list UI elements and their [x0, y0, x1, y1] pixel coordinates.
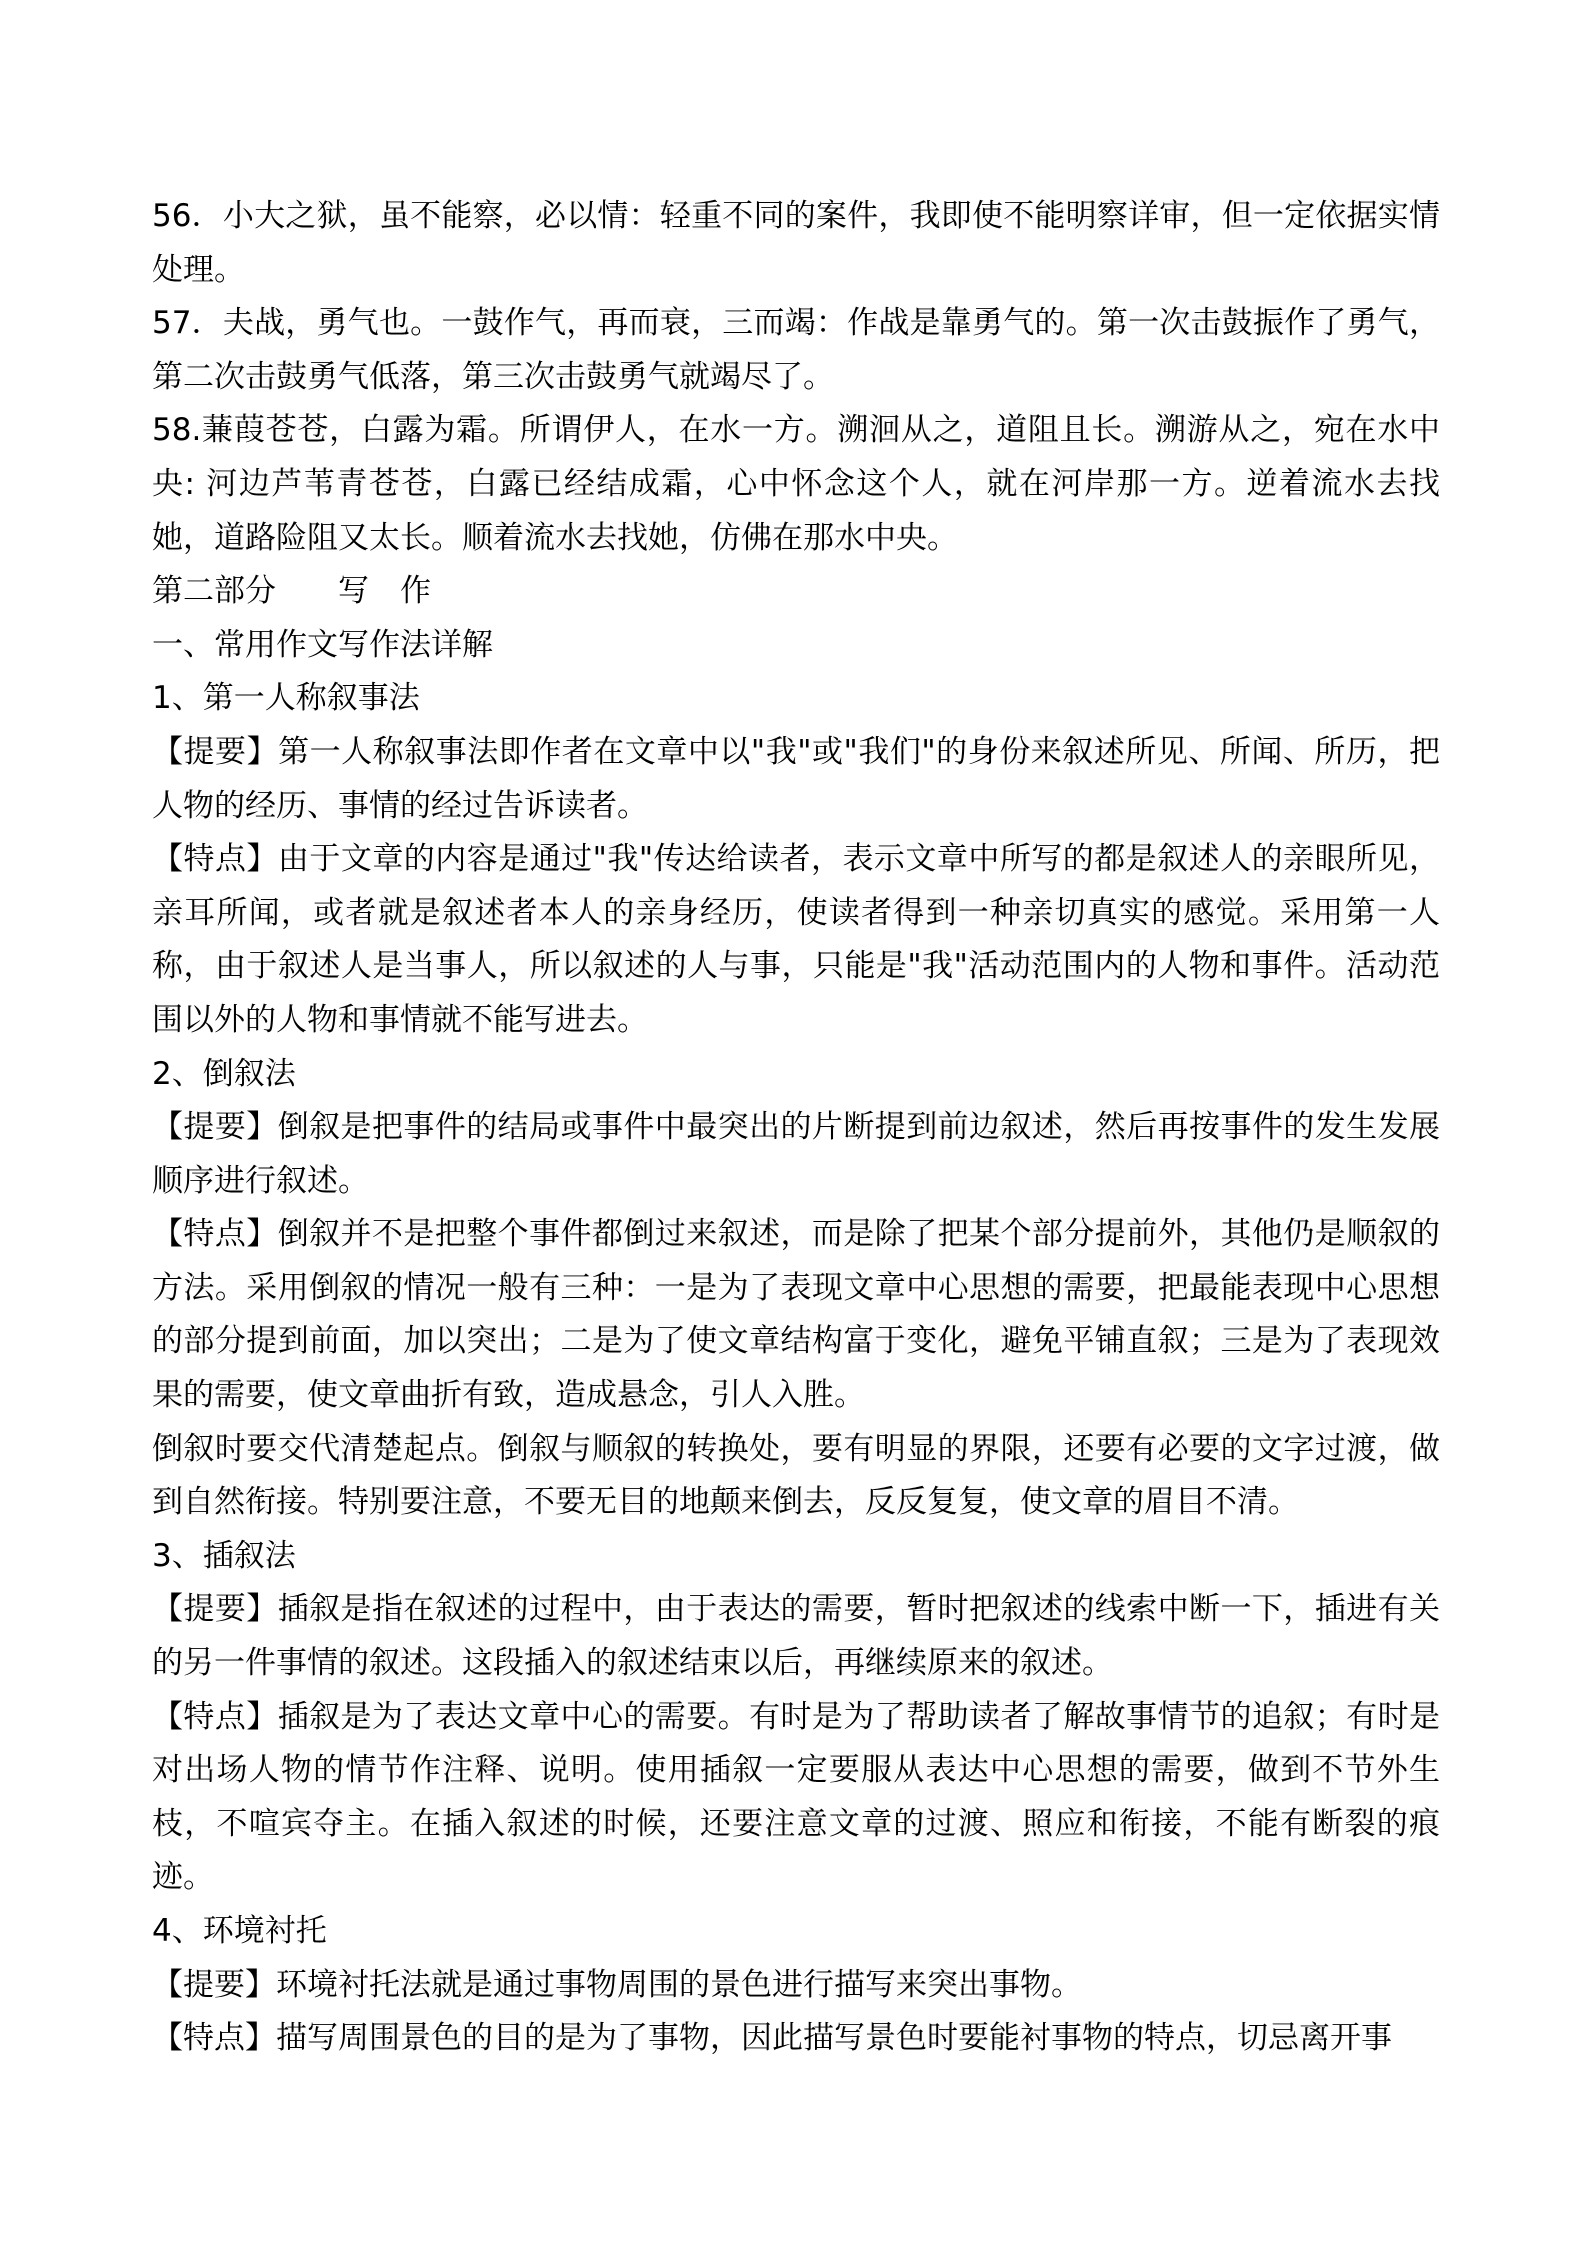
subheading-interpolation: 3、插叙法: [152, 1537, 296, 1574]
section-heading: 一、常用作文写作法详解: [152, 626, 493, 663]
paragraph-interpolation-features: 【特点】插叙是为了表达文章中心的需要。有时是为了帮助读者了解故事情节的追叙；有时是对出场人物的情节作注释、说明。使用插叙一定要服从表达中心思想的需要，做到不节外生枝，不喧宾夺主。在插入叙述的时候，还要注意文章的过渡、照应和衔接，不能有断裂的痕迹。: [152, 1698, 1440, 1896]
document-page: [152, 190, 1440, 2066]
part-title: 第二部分 写 作: [152, 573, 431, 610]
paragraph-flashback-notes: 倒叙时要交代清楚起点。倒叙与顺叙的转换处，要有明显的界限，还要有必要的文字过渡，做到自然衔接。特别要注意，不要无目的地颠来倒去，反反复复，使文章的眉目不清。: [152, 1430, 1440, 1521]
paragraph-quote-58: 58.蒹葭苍苍，白露为霜。所谓伊人，在水一方。溯洄从之，道阻且长。溯游从之，宛在水中央: 河边芦苇青苍苍，白露已经结成霜，心中怀念这个人，就在河岸那一方。逆着流水去找她，道路险阻又太长。顺着流水去找她，仿佛在那水中央。: [152, 412, 1440, 556]
subheading-first-person: 1、第一人称叙事法: [152, 680, 420, 717]
paragraph-flashback-features: 【特点】倒叙并不是把整个事件都倒过来叙述，而是除了把某个部分提前外，其他仍是顺叙的方法。采用倒叙的情况一般有三种：一是为了表现文章中心思想的需要，把最能表现中心思想的部分提到前面，加以突出；二是为了使文章结构富于变化，避免平铺直叙；三是为了表现效果的需要，使文章曲折有致，造成悬念，引人入胜。: [152, 1216, 1440, 1414]
subheading-environment: 4、环境衬托: [152, 1913, 327, 1949]
paragraph-interpolation-summary: 【提要】插叙是指在叙述的过程中，由于表达的需要，暂时把叙述的线索中断一下，插进有关的另一件事情的叙述。这段插入的叙述结束以后，再继续原来的叙述。: [152, 1591, 1440, 1682]
paragraph-first-person-features: 【特点】由于文章的内容是通过"我"传达给读者，表示文章中所写的都是叙述人的亲眼所见，亲耳所闻，或者就是叙述者本人的亲身经历，使读者得到一种亲切真实的感觉。采用第一人称，由于叙述人是当事人，所以叙述的人与事，只能是"我"活动范围内的人物和事件。活动范围以外的人物和事情就不能写进去。: [152, 841, 1440, 1038]
paragraph-first-person-summary: 【提要】第一人称叙事法即作者在文章中以"我"或"我们"的身份来叙述所见、所闻、所历，把人物的经历、事情的经过告诉读者。: [152, 733, 1440, 824]
paragraph-environment-features: 【特点】描写周围景色的目的是为了事物，因此描写景色时要能衬事物的特点，切忌离开事: [152, 2020, 1392, 2057]
paragraph-quote-56: 56．小大之狱，虽不能察，必以情：轻重不同的案件，我即使不能明察详审，但一定依据实情处理。: [152, 198, 1440, 288]
subheading-flashback: 2、倒叙法: [152, 1055, 296, 1092]
paragraph-quote-57: 57．夫战，勇气也。一鼓作气，再而衰，三而竭：作战是靠勇气的。第一次击鼓振作了勇气，第二次击鼓勇气低落，第三次击鼓勇气就竭尽了。: [152, 305, 1440, 395]
paragraph-flashback-summary: 【提要】倒叙是把事件的结局或事件中最突出的片断提到前边叙述，然后再按事件的发生发展顺序进行叙述。: [152, 1109, 1440, 1199]
paragraph-environment-summary: 【提要】环境衬托法就是通过事物周围的景色进行描写来突出事物。: [152, 1966, 1082, 2003]
